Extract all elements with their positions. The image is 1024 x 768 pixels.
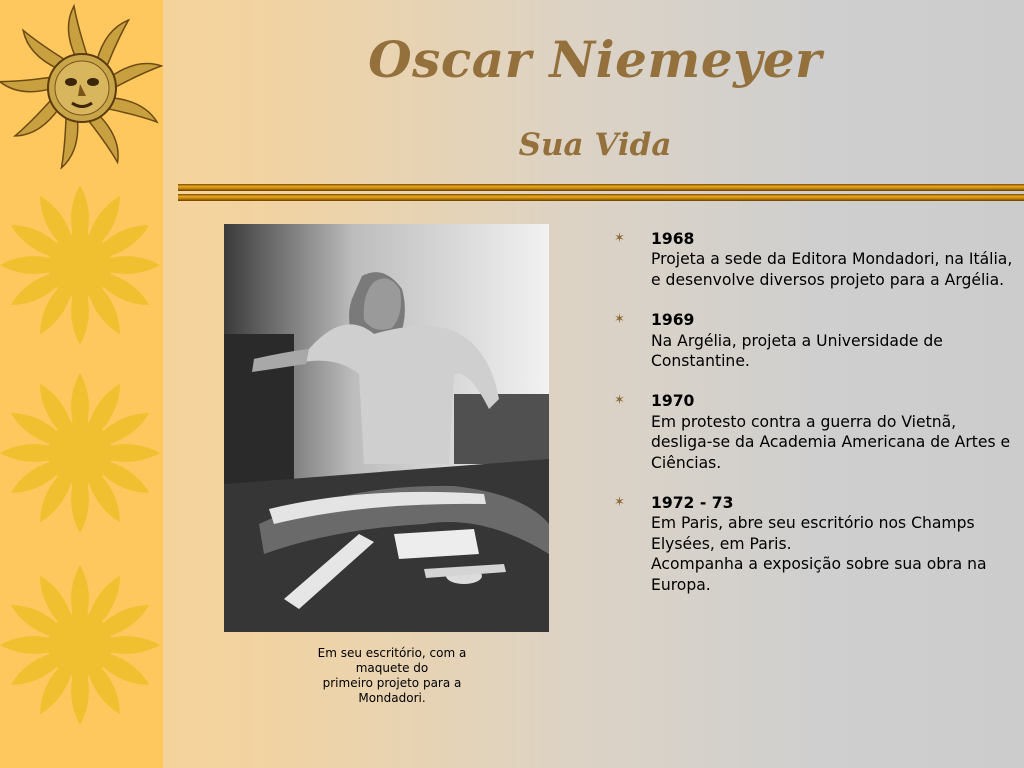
timeline-year: 1968 bbox=[651, 230, 695, 248]
photo-caption bbox=[306, 646, 478, 706]
timeline-item bbox=[614, 229, 1016, 290]
gold-divider-rule bbox=[178, 183, 1024, 203]
slide-title: Oscar Niemeyer bbox=[368, 30, 822, 89]
sun-icon bbox=[0, 560, 163, 730]
timeline-text: Na Argélia, projeta a Universidade de Constantine. bbox=[651, 331, 943, 371]
asterisk-bullet-icon: ✶ bbox=[614, 495, 625, 511]
asterisk-bullet-icon: ✶ bbox=[614, 231, 625, 246]
timeline-text: Acompanha a exposição sobre sua obra na Europa. bbox=[651, 555, 987, 594]
gold-sun-face-icon bbox=[0, 0, 163, 170]
slide-subtitle: Sua Vida bbox=[518, 127, 672, 163]
timeline-text: Em protesto contra a guerra do Vietnã, desliga-se da Academia Americana de Artes e Ciências. bbox=[651, 412, 1011, 472]
caption-line: primeiro projeto para a bbox=[322, 676, 462, 690]
timeline-text: Projeta a sede da Editora Mondadori, na Itália, e desenvolve diversos projeto para a Argélia. bbox=[651, 250, 1013, 289]
timeline-list bbox=[614, 229, 1016, 615]
caption-line: Mondadori. bbox=[358, 691, 426, 705]
sidebar bbox=[0, 0, 163, 768]
caption-line: maquete do bbox=[355, 661, 429, 675]
timeline-item bbox=[614, 493, 1016, 595]
asterisk-bullet-icon: ✶ bbox=[614, 312, 625, 328]
sun-icon bbox=[0, 180, 163, 350]
timeline-text: Em Paris, abre seu escritório nos Champs Elysées, em Paris. bbox=[651, 514, 975, 553]
photo-niemeyer-with-model bbox=[224, 224, 549, 632]
timeline-item bbox=[614, 391, 1016, 473]
asterisk-bullet-icon: ✶ bbox=[614, 393, 625, 409]
caption-line: Em seu escritório, com a bbox=[317, 646, 467, 660]
timeline-year: 1969 bbox=[651, 311, 695, 330]
timeline-year: 1972 - 73 bbox=[651, 494, 734, 513]
timeline-item bbox=[614, 310, 1016, 371]
timeline-year: 1970 bbox=[651, 392, 695, 411]
sun-icon bbox=[0, 368, 163, 538]
